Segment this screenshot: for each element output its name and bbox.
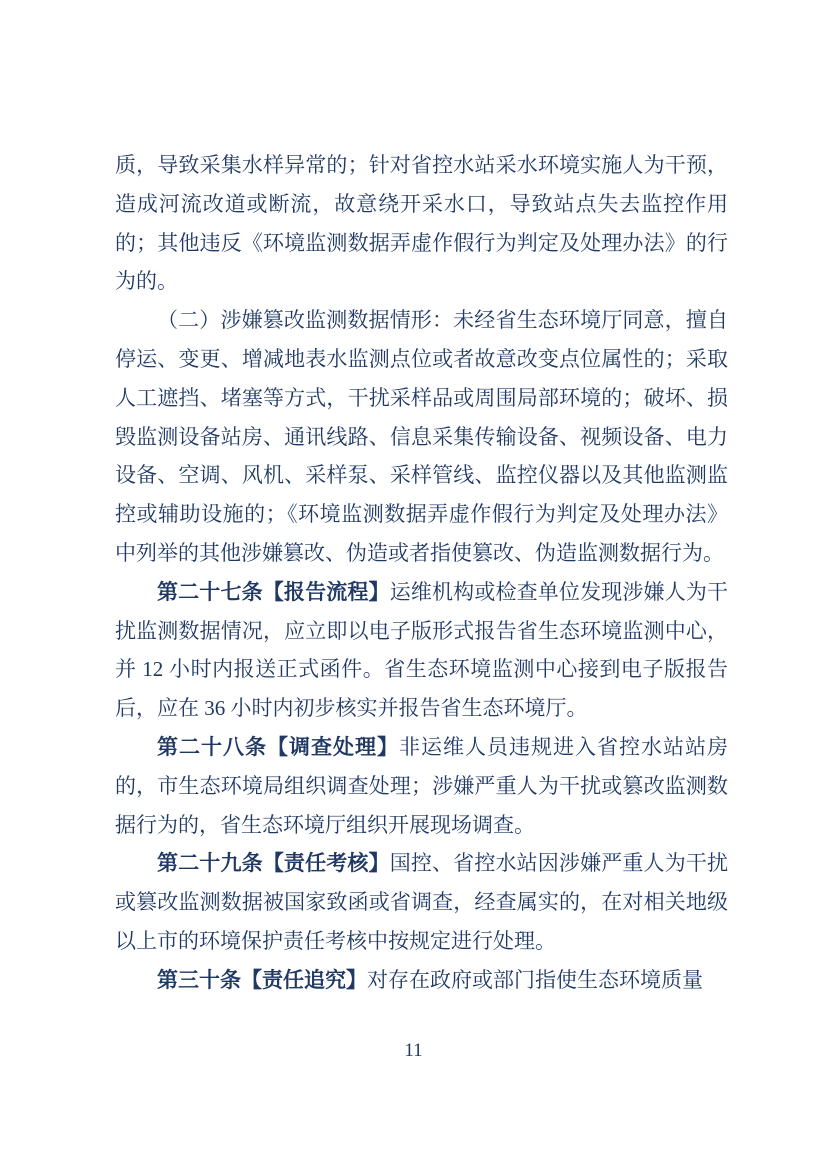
paragraph-text: 运维机构或检查单位发现涉嫌人为干扰监测数据情况，应立即以电子版形式报告省生态环境监测中心，并 12 小时内报送正式函件。省生态环境监测中心接到电子版报告后，应在 36 小时内初步核实并报告省生态环境厅。 xyxy=(115,579,729,721)
page-number: 11 xyxy=(404,1040,423,1061)
article-heading: 第二十九条【责任考核】 xyxy=(157,851,390,876)
paragraph-item-2 xyxy=(115,301,728,573)
paragraph-article-28 xyxy=(115,728,728,844)
paragraph-text: 国控、省控水站因涉嫌严重人为干扰或篡改监测数据被国家致函或省调查，经查属实的，在对相关地级以上市的环境保护责任考核中按规定进行处理。 xyxy=(115,851,729,953)
paragraph-text: 对存在政府或部门指使生态环境质量 xyxy=(367,967,703,992)
paragraph-article-27 xyxy=(115,573,728,728)
article-heading: 第二十七条【报告流程】 xyxy=(157,579,390,604)
paragraph-text: 非运维人员违规进入省控水站站房的，市生态环境局组织调查处理；涉嫌严重人为干扰或篡改监测数据行为的，省生态环境厅组织开展现场调查。 xyxy=(115,734,728,837)
article-heading: 第三十条【责任追究】 xyxy=(157,967,367,992)
paragraph-article-29 xyxy=(115,844,728,960)
article-heading: 第二十八条【调查处理】 xyxy=(157,734,399,759)
paragraph-article-30 xyxy=(115,961,728,1000)
document-body xyxy=(115,146,728,1000)
paragraph-continuation xyxy=(115,146,728,301)
paragraph-text: （二）涉嫌篡改监测数据情形：未经省生态环境厅同意，擅自停运、变更、增减地表水监测点位或者故意改变点位属性的；采取人工遮挡、堵塞等方式，干扰采样品或周围局部环境的；破坏、损毁监测设备站房、通讯线路、信息采集传输设备、视频设备、电力设备、空调、风机、采样泵、采样管线、监控仪器以及其他监测监控或辅助设施的；《环境监测数据弄虚作假行为判定及处理办法》中列举的其他涉嫌篡改、伪造或者指使篡改、伪造监测数据行为。 xyxy=(115,308,728,565)
paragraph-text: 质，导致采集水样异常的；针对省控水站采水环境实施人为干预，造成河流改道或断流，故意绕开采水口，导致站点失去监控作用的；其他违反《环境监测数据弄虚作假行为判定及处理办法》的行为的。 xyxy=(115,153,728,294)
